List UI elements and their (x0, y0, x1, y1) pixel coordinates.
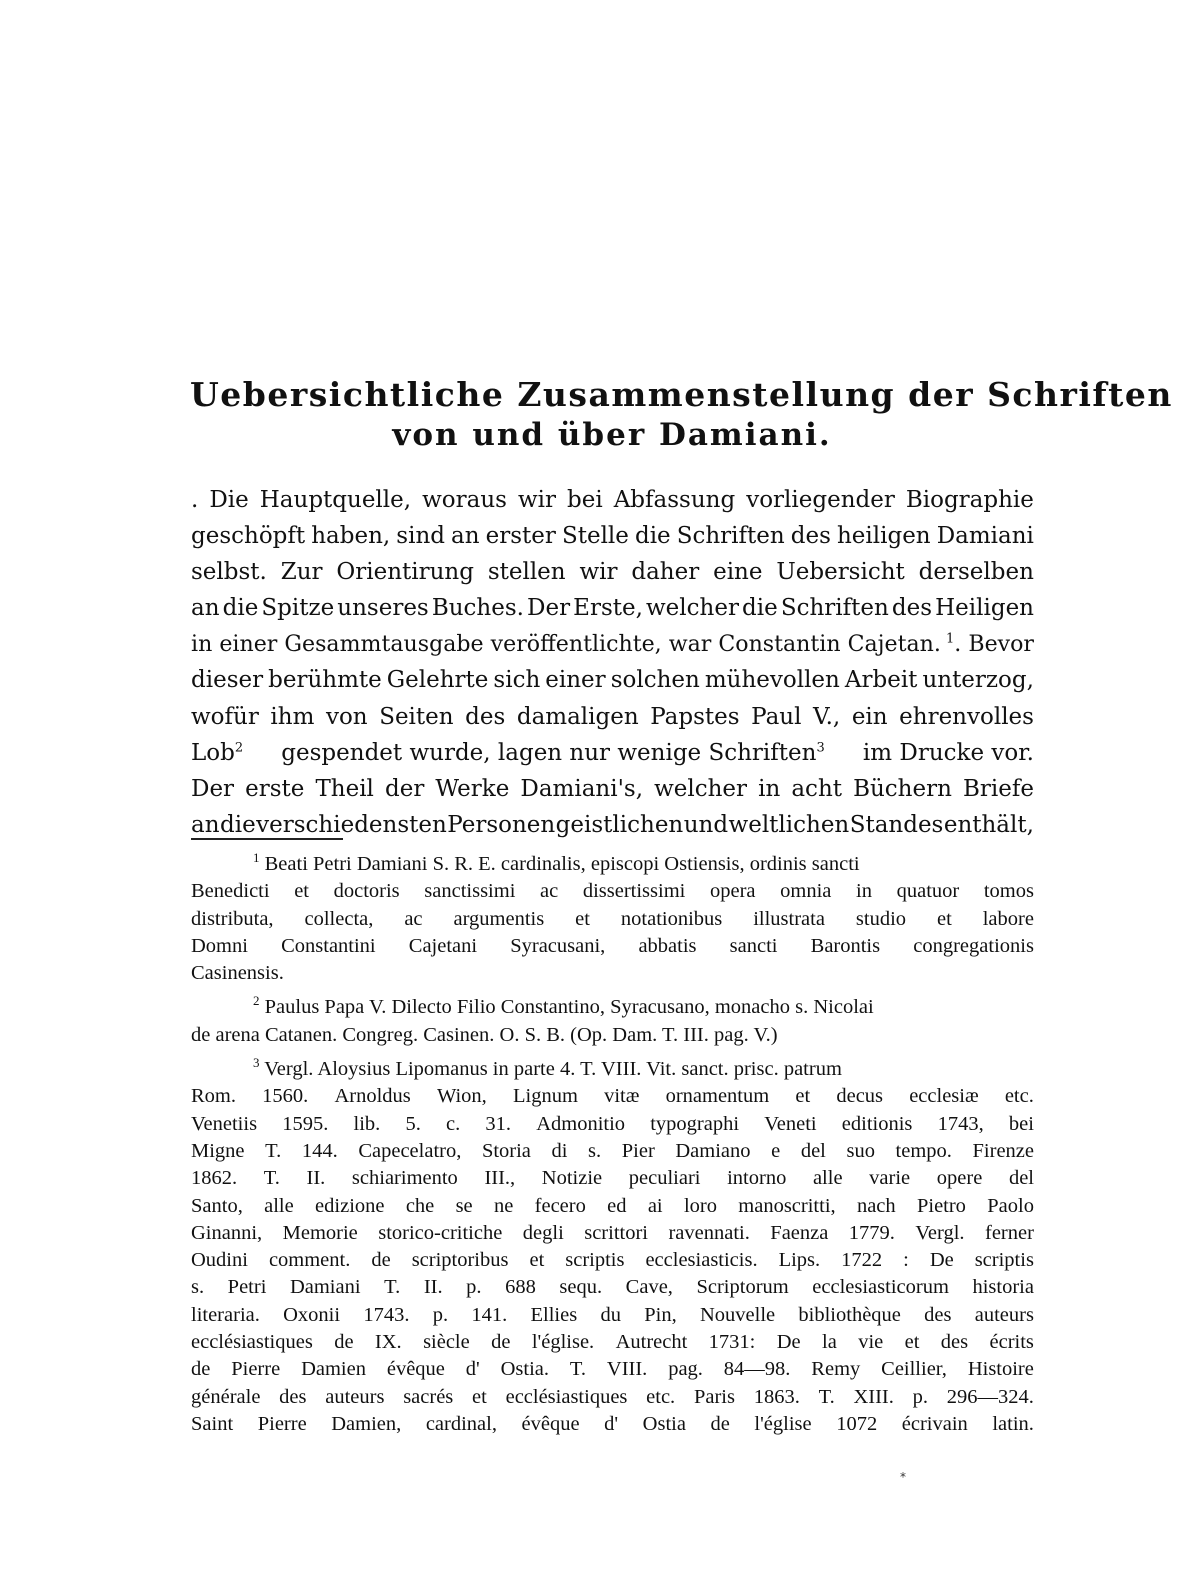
footnote-ref-3[interactable]: 3 (816, 740, 825, 755)
footnote-line: 1862. T. II. schiarimento III., Notizie peculiari intorno alle varie opere del (191, 1167, 1034, 1190)
main-paragraph (191, 482, 1034, 843)
footnote-2 (191, 994, 1034, 1049)
page-speck: * (900, 1470, 906, 1484)
footnote-line: générale des auteurs sacrés et ecclésiastiques etc. Paris 1863. T. XIII. p. 296—324. (191, 1385, 1034, 1408)
footnote-line: distributa, collecta, ac argumentis et notationibus illustrata studio et labore (191, 907, 1034, 930)
body-line: geschöpft haben, sind an erster Stelle die Schriften des heiligen Damiani (191, 523, 1034, 550)
footnote-1 (191, 851, 1034, 987)
footnote-line: Casinensis. (191, 962, 284, 985)
footnote-ref-2[interactable]: 2 (234, 740, 244, 755)
body-line: Der erste Theil der Werke Damiani's, welcher in acht Büchern Briefe (191, 775, 1034, 802)
footnote-line: Rom. 1560. Arnoldus Wion, Lignum vitæ ornamentum et decus ecclesiæ etc. (191, 1085, 1034, 1108)
footnote-3 (191, 1056, 1034, 1438)
body-line: Lob$^2$ gespendet wurde, lagen nur wenige Schriften$^3$ im Drucke vor. (191, 739, 1034, 766)
body-line: dieser berühmte Gelehrte sich einer solchen mühevollen Arbeit unterzog, (191, 667, 1034, 694)
footnote-line: Venetiis 1595. lib. 5. c. 31. Admonitio typographi Veneti editionis 1743, bei (191, 1112, 1034, 1135)
footnote-ref-1[interactable]: 1 (946, 632, 955, 648)
footnote-line: Benedicti et doctoris sanctissimi ac dissertissimi opera omnia in quatuor tomos (191, 880, 1034, 903)
body-line: an die verschiedensten Personen geistlichen und weltlichen Standes enthält, (191, 811, 1034, 838)
body-line: selbst. Zur Orientirung stellen wir daher eine Uebersicht derselben (191, 559, 1034, 586)
footnote-line: Domni Constantini Cajetani Syracusani, abbatis sancti Barontis congregationis (191, 934, 1034, 957)
footnote-line: Ginanni, Memorie storico-critiche degli scrittori ravennati. Faenza 1779. Vergl. ferner (191, 1221, 1034, 1244)
heading-line-1: Uebersichtliche Zusammenstellung der Schriften (190, 375, 1173, 414)
footnote-line: $^2$ Paulus Papa V. Dilecto Filio Constantino, Syracusano, monacho s. Nicolai (253, 994, 874, 1019)
heading-line-2: von und über Damiani. (392, 417, 832, 453)
footnote-line: de arena Catanen. Congreg. Casinen. O. S. B. (Op. Dam. T. III. pag. V.) (191, 1023, 778, 1046)
footnote-line: Oudini comment. de scriptoribus et scriptis ecclesiasticis. Lips. 1722 : De scriptis (191, 1249, 1034, 1272)
footnote-line: $^1$ Beati Petri Damiani S. R. E. cardinalis, episcopi Ostiensis, ordinis sancti (253, 851, 860, 875)
footnote-line: Migne T. 144. Capecelatro, Storia di s. Pier Damiano e del suo tempo. Firenze (191, 1139, 1034, 1162)
footnote-line: s. Petri Damiani T. II. p. 688 sequ. Cave, Scriptorum ecclesiasticorum historia (191, 1276, 1034, 1299)
body-line: in einer Gesammtausgabe veröffentlichte, war Constantin Cajetan. $^1$. Bevor (191, 631, 1034, 658)
footnote-line: Santo, alle edizione che se ne fecero ed ai loro manoscritti, nach Pietro Paolo (191, 1194, 1034, 1217)
body-line: . Die Hauptquelle, woraus wir bei Abfassung vorliegender Biographie (191, 487, 1034, 513)
chapter-heading (190, 375, 1173, 455)
footnote-line: de Pierre Damien évêque d' Ostia. T. VIII. pag. 84—98. Remy Ceillier, Histoire (191, 1358, 1034, 1381)
body-line: an die Spitze unseres Buches. Der Erste, welcher die Schriften des Heiligen (191, 595, 1034, 622)
footnotes (191, 851, 1034, 1445)
footnote-line: $^3$ Vergl. Aloysius Lipomanus in parte 4. T. VIII. Vit. sanct. prisc. patrum (253, 1056, 842, 1081)
footnote-line: literaria. Oxonii 1743. p. 141. Ellies du Pin, Nouvelle bibliothèque des auteurs (191, 1303, 1034, 1326)
footnote-divider (191, 838, 343, 840)
body-line: wofür ihm von Seiten des damaligen Papstes Paul V., ein ehrenvolles (191, 703, 1034, 730)
footnote-line: ecclésiastiques de IX. siècle de l'église. Autrecht 1731: De la vie et des écrits (191, 1331, 1034, 1354)
footnote-line: Saint Pierre Damien, cardinal, évêque d' Ostia de l'église 1072 écrivain latin. (191, 1412, 1034, 1435)
